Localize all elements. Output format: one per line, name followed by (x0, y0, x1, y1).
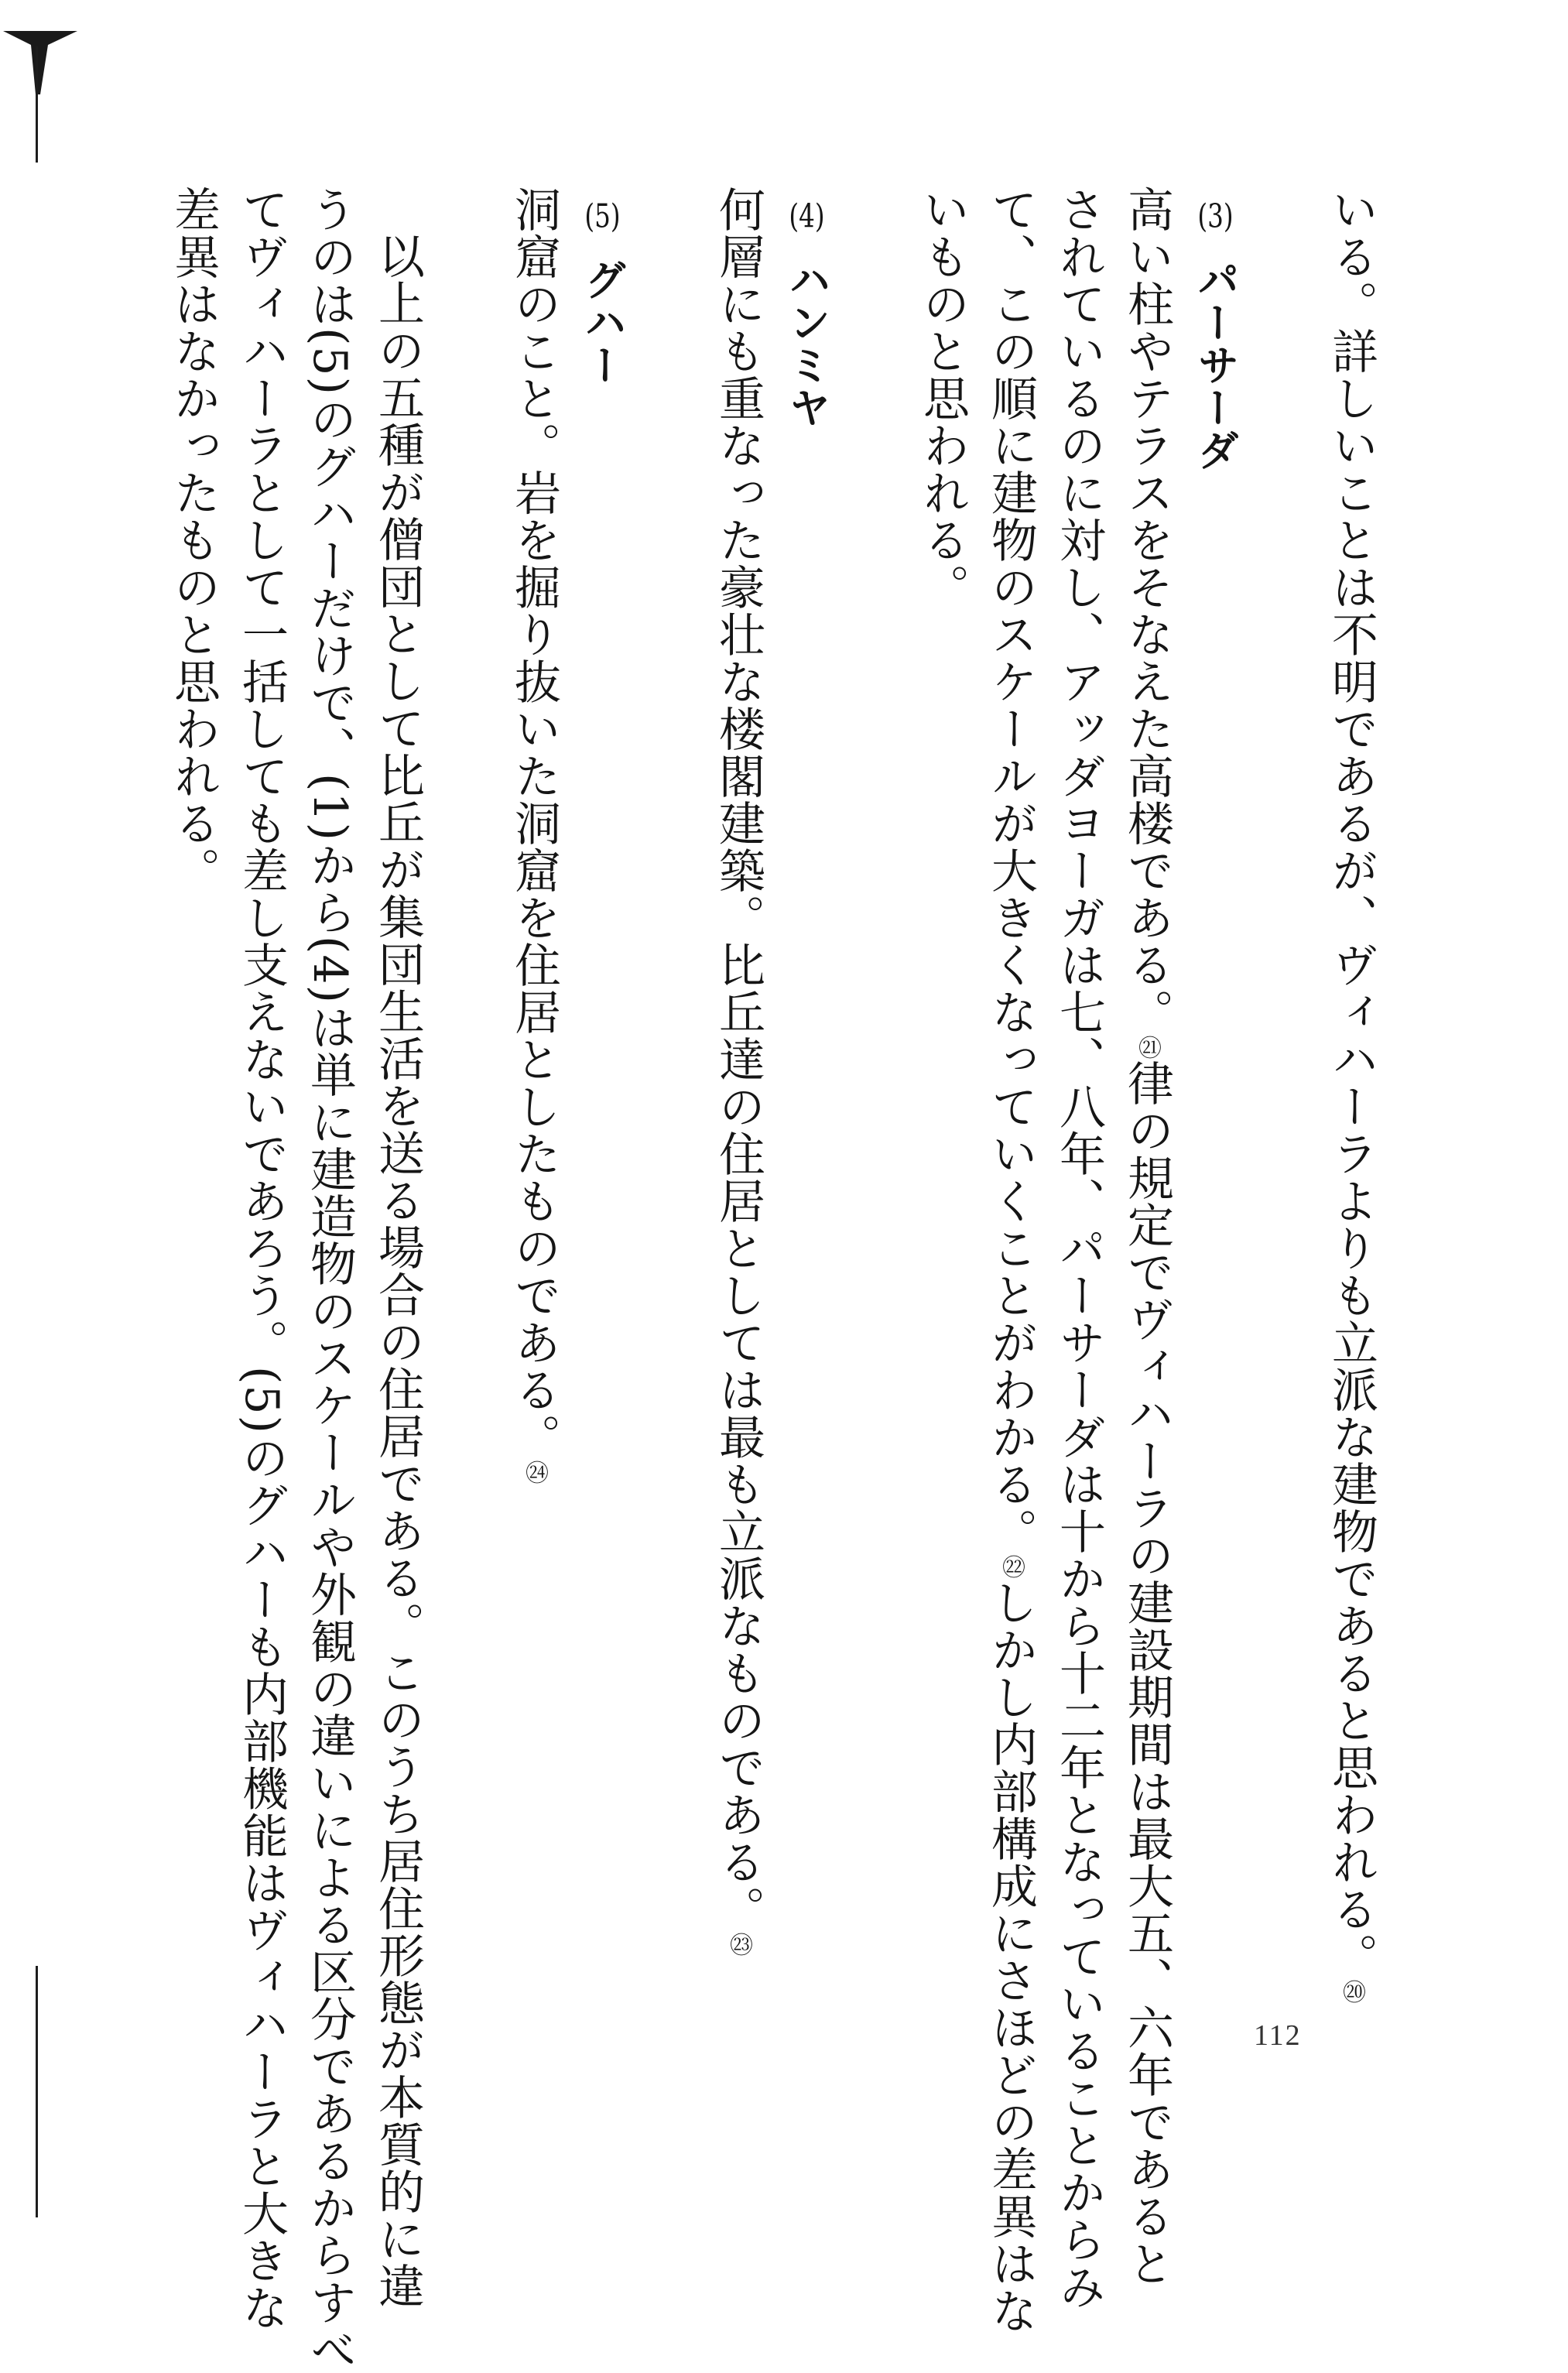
section-heading-3 (1181, 186, 1249, 2028)
section-heading-5 (568, 186, 636, 2028)
text-column: 以上の五種が僧団として比丘が集団生活を送る場合の住居である。このうち居住形態が本質的に違 (371, 232, 425, 2310)
footnote-ref: ⑳ (1338, 1980, 1365, 2004)
text-column: 高い柱やテラスをそなえた高楼である。$^㉑$律の規定でヴィハーラの建設期間は最大五、六年であると (1120, 186, 1174, 2287)
section-title: グハー (578, 259, 627, 386)
text-column: いる。詳しいことは不明であるが、ヴィハーラよりも立派な建物であると思われる。⑳ (1324, 186, 1378, 2004)
text-column: 差異はなかったものと思われる。 (166, 186, 221, 894)
section-number: (5) (584, 200, 621, 232)
footnote-ref: ㉑ (1134, 1036, 1161, 1060)
text-column: てヴィハーラとして一括しても差し支えないであろう。(5)のグハーも内部機能はヴィハーラと大きな (235, 186, 289, 2331)
text-column: 洞窟のこと。岩を掘り抜いた洞窟を住居としたものである。$^㉔$ (507, 186, 561, 1484)
column-gap (432, 186, 500, 2028)
binding-mark-icon (0, 14, 85, 99)
column-gap (1249, 186, 1317, 2028)
footnote-ref: ㉔ (521, 1460, 548, 1484)
column-gap (840, 186, 909, 2028)
section-number: (4) (789, 200, 825, 232)
page-number: 112 (1254, 2019, 1302, 2052)
footnote-ref: ㉓ (725, 1933, 752, 1957)
text-column: 何層にも重なった豪壮な楼閣建築。比丘達の住居としては最も立派なものである。$^㉓$ (711, 186, 765, 1957)
text-column: うのは(5)のグハーだけで、(1)から(4)は単に建造物のスケールや外観の違いによる区分であるからすべ (303, 186, 357, 2373)
column-gap (636, 186, 704, 2028)
text-column: て、この順に建物のスケールが大きくなっていくことがわかる。$^㉒$しかし内部構成にさほどの差異はな (984, 186, 1038, 2334)
section-title: ハンミヤ (782, 259, 831, 429)
text-column: されているのに対し、アッダヨーガは七、八年、パーサーダは十から十二年となっていることからみ (1052, 186, 1106, 2310)
section-number: (3) (1197, 200, 1234, 232)
section-heading-4 (772, 186, 840, 2028)
binding-line-upper (36, 46, 38, 163)
text-column: いものと思われる。 (916, 186, 970, 611)
binding-line-lower (36, 1966, 38, 2217)
footnote-ref: ㉒ (998, 1555, 1025, 1579)
section-title: パーサーダ (1191, 259, 1240, 471)
